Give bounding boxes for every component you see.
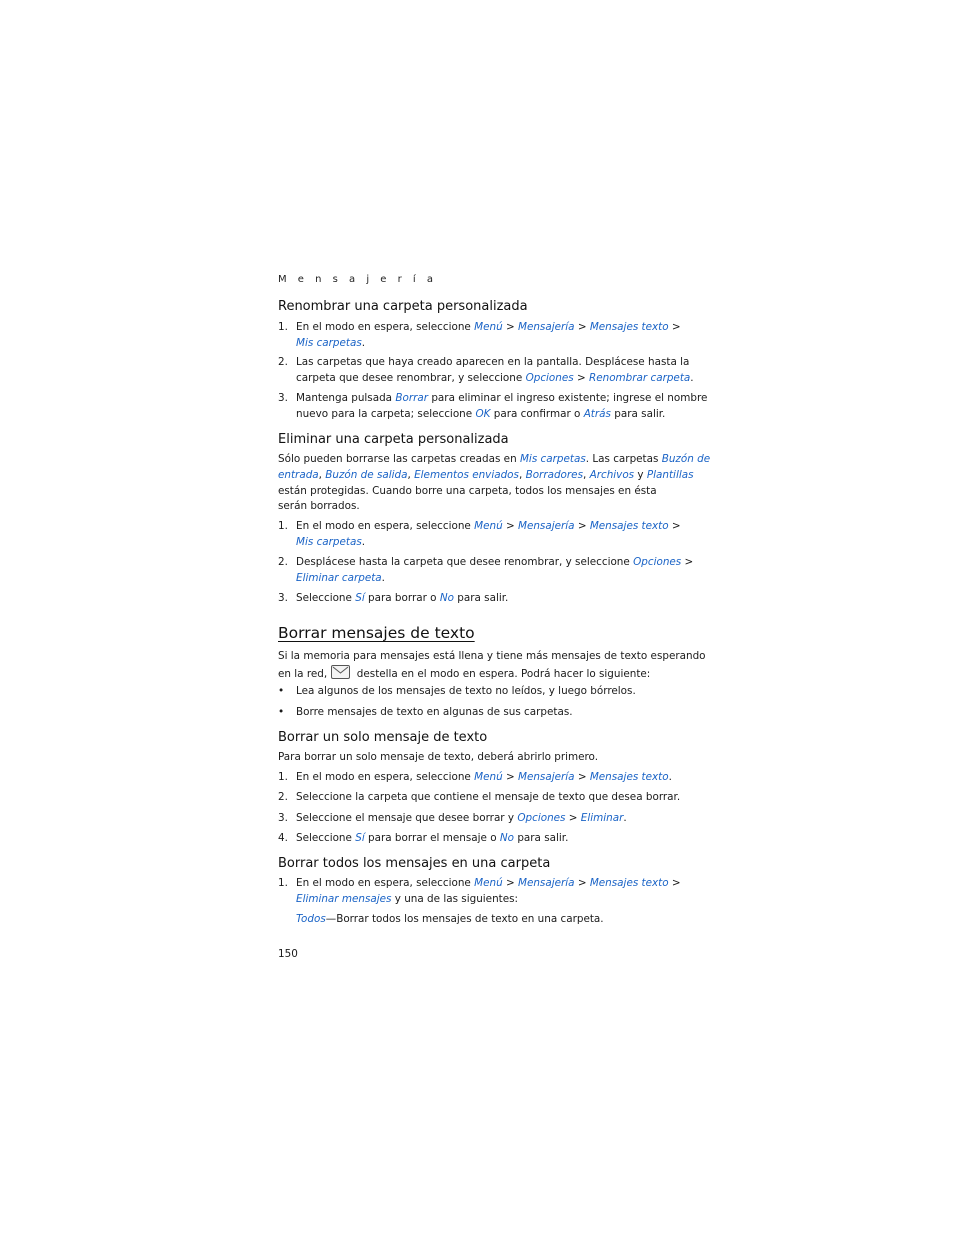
step-number: 4. <box>278 832 288 844</box>
step-number: 1. <box>278 771 288 783</box>
menu-path-link[interactable]: Mensajes texto <box>589 771 669 783</box>
step-number: 3. <box>278 592 288 604</box>
heading-delete-messages: Borrar mensajes de texto <box>278 624 475 642</box>
bullet-text: Lea algunos de los mensajes de texto no leídos, y luego bórrelos. <box>296 685 636 697</box>
text-run: nuevo para la carpeta; seleccione <box>296 407 476 420</box>
text-run: para salir. <box>514 832 569 844</box>
text-run: . Las carpetas <box>585 453 662 465</box>
text-run: . <box>690 371 694 384</box>
menu-path-link[interactable]: Eliminar mensajes <box>296 892 392 905</box>
text-run: . <box>381 571 385 584</box>
text-run: Sólo pueden borrarse las carpetas creadas en <box>278 453 520 465</box>
rich-line <box>296 371 694 387</box>
menu-path-link[interactable]: No <box>439 592 454 604</box>
delete-one-intro: Para borrar un solo mensaje de texto, deberá abrirlo primero. <box>278 751 599 763</box>
text-run: > <box>574 877 590 889</box>
step-number: 1. <box>278 877 288 889</box>
text-run: , <box>518 468 526 481</box>
text-run: > <box>573 371 589 384</box>
menu-path-link[interactable]: Opciones <box>525 371 574 384</box>
rich-line <box>296 407 707 423</box>
menu-path-link[interactable]: Atrás <box>583 407 611 420</box>
text-run: . <box>668 771 672 783</box>
menu-path-link[interactable]: Borradores <box>525 468 583 481</box>
text-run: Mantenga pulsada <box>296 392 396 404</box>
step-number: 3. <box>278 812 288 824</box>
menu-path-link[interactable]: Plantillas <box>646 468 694 481</box>
rich-line <box>296 571 693 587</box>
heading-rename-folder: Renombrar una carpeta personalizada <box>278 299 528 314</box>
menu-path-link[interactable]: OK <box>475 407 491 420</box>
rich-line <box>296 876 681 892</box>
menu-path-link[interactable]: Opciones <box>633 556 682 568</box>
text-run: para borrar el mensaje o <box>364 832 500 844</box>
rich-line <box>278 484 678 500</box>
menu-path-link[interactable]: Menú <box>474 520 503 532</box>
menu-path-link[interactable]: Sí <box>355 832 365 844</box>
text-run: > <box>668 877 681 889</box>
text-run: > <box>668 321 681 333</box>
rich-line <box>296 831 568 847</box>
text-run: para borrar o <box>364 592 440 604</box>
rich-line <box>296 535 681 551</box>
running-head: M e n s a j e r í a <box>278 274 438 285</box>
menu-path-link[interactable]: entrada <box>278 468 319 481</box>
rich-line <box>296 519 681 535</box>
text-run: están protegidas. Cuando borre una carpeta, todos los mensajes en ésta <box>278 484 657 497</box>
menu-path-link[interactable]: Menú <box>474 771 503 783</box>
message-envelope-icon <box>331 665 350 679</box>
rich-line <box>296 790 680 806</box>
step-number: 1. <box>278 321 288 333</box>
rich-line <box>296 391 707 407</box>
bullet-dot: • <box>278 706 285 718</box>
text-run: y una de las siguientes: <box>391 892 519 905</box>
rich-line <box>278 468 694 484</box>
text-run: > <box>574 520 590 532</box>
menu-path-link[interactable]: Mensajería <box>517 877 575 889</box>
text-run: En el modo en espera, seleccione <box>296 877 475 889</box>
menu-path-link[interactable]: No <box>499 832 515 844</box>
text-run: > <box>502 877 518 889</box>
step-number: 2. <box>278 791 288 803</box>
rich-line <box>296 770 672 786</box>
rich-line <box>296 892 681 908</box>
delete-folder-intro <box>278 452 711 515</box>
menu-path-link[interactable]: Menú <box>474 321 503 333</box>
text-run: > <box>502 771 518 783</box>
text-run: . <box>361 535 366 548</box>
menu-path-link[interactable]: Mensajería <box>517 321 575 333</box>
text-run: , <box>583 468 590 481</box>
text-run: > <box>574 321 590 333</box>
menu-path-link[interactable]: Opciones <box>517 812 566 824</box>
text-run: serán borrados. <box>278 500 360 513</box>
intro-text-before-icon: en la red, <box>278 667 331 680</box>
menu-path-link[interactable]: Mensajería <box>517 771 575 783</box>
rich-line <box>278 499 678 515</box>
rich-line <box>296 811 627 827</box>
text-run: , <box>407 468 415 481</box>
rich-line <box>296 355 694 371</box>
text-run: Seleccione <box>296 832 356 844</box>
text-run: para confirmar o <box>490 407 584 420</box>
text-run: para eliminar el ingreso existente; ingrese el nombre <box>428 392 708 404</box>
text-run: En el modo en espera, seleccione <box>296 771 475 783</box>
step-number: 3. <box>278 392 288 404</box>
menu-path-link[interactable]: Mis carpetas <box>296 535 362 548</box>
text-run: para salir. <box>610 407 666 420</box>
menu-path-link[interactable]: Borrar <box>395 392 429 404</box>
step-number: 2. <box>278 356 288 368</box>
menu-path-link[interactable]: Sí <box>355 592 365 604</box>
rich-line <box>296 912 604 928</box>
step-number: 1. <box>278 520 288 532</box>
menu-path-link[interactable]: Mensajes texto <box>589 520 669 532</box>
text-run: > <box>502 520 518 532</box>
heading-delete-one: Borrar un solo mensaje de texto <box>278 730 488 745</box>
text-run: . <box>361 336 366 349</box>
text-run: Seleccione el mensaje que desee borrar y <box>296 812 518 824</box>
menu-path-link[interactable]: Mensajes texto <box>589 321 669 333</box>
menu-path-link[interactable]: Eliminar carpeta <box>296 571 382 584</box>
text-run: y <box>634 468 647 481</box>
text-run: > <box>668 520 681 532</box>
text-run: > <box>574 771 590 783</box>
menu-path-link[interactable]: Mensajería <box>517 520 575 532</box>
heading-delete-all: Borrar todos los mensajes en una carpeta <box>278 856 551 871</box>
menu-path-link[interactable]: Buzón de <box>661 453 711 465</box>
menu-path-link[interactable]: Archivos <box>589 468 635 481</box>
menu-path-link[interactable]: Elementos enviados <box>414 468 519 481</box>
step-number: 2. <box>278 556 288 568</box>
text-run: Seleccione <box>296 592 356 604</box>
intro-line: Si la memoria para mensajes está llena y tiene más mensajes de texto esperando <box>278 650 706 662</box>
text-run: > <box>502 321 518 333</box>
text-run: Seleccione la carpeta que contiene el mensaje de texto que desea borrar. <box>296 791 681 803</box>
text-run: Desplácese hasta la carpeta que desee renombrar, y seleccione <box>296 556 634 568</box>
bullet-text: Borre mensajes de texto en algunas de sus carpetas. <box>296 706 573 718</box>
text-run: , <box>318 468 326 481</box>
rich-line <box>278 452 711 468</box>
rich-line <box>296 336 681 352</box>
menu-path-link[interactable]: Todos <box>296 913 326 925</box>
intro-text-after-icon: destella en el modo en espera. Podrá hacer lo siguiente: <box>353 667 651 680</box>
text-run: > <box>681 556 694 568</box>
menu-path-link[interactable]: Renombrar carpeta <box>589 371 691 384</box>
rich-line <box>296 320 681 336</box>
text-run: para salir. <box>453 592 509 604</box>
menu-path-link[interactable]: Mensajes texto <box>589 877 669 889</box>
page-number: 150 <box>278 948 298 960</box>
menu-path-link[interactable]: Mis carpetas <box>519 453 586 465</box>
rich-line <box>296 591 508 607</box>
delete-messages-intro <box>278 649 706 683</box>
menu-path-link[interactable]: Eliminar <box>580 812 624 824</box>
text-run: En el modo en espera, seleccione <box>296 321 475 333</box>
text-run: carpeta que desee renombrar, y seleccione <box>296 371 526 384</box>
intro-line-with-icon <box>278 665 678 683</box>
menu-path-link[interactable]: Menú <box>474 877 503 889</box>
text-run: —Borrar todos los mensajes de texto en una carpeta. <box>325 913 604 925</box>
menu-path-link[interactable]: Mis carpetas <box>296 336 362 349</box>
text-run: Las carpetas que haya creado aparecen en la pantalla. Desplácese hasta la <box>296 356 690 368</box>
text-run: . <box>623 812 627 824</box>
rich-line <box>296 555 693 571</box>
bullet-dot: • <box>278 685 285 697</box>
text-run: > <box>565 812 581 824</box>
heading-delete-folder: Eliminar una carpeta personalizada <box>278 432 509 447</box>
text-run: En el modo en espera, seleccione <box>296 520 475 532</box>
menu-path-link[interactable]: Buzón de salida <box>325 468 408 481</box>
